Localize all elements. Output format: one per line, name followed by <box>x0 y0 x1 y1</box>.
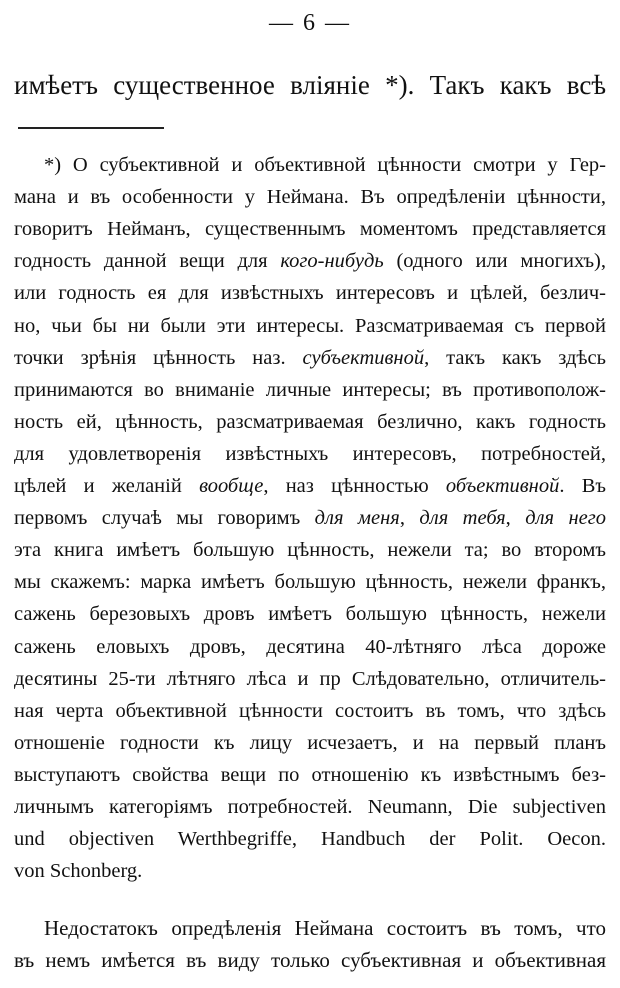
footnote-run: . Въ <box>559 475 606 497</box>
footnote-run: личнымъ категоріямъ потребностей. Neumann, Die subjectiven <box>14 796 606 818</box>
footnote-run: эта книга имѣетъ большую цѣнность, нежели та; во второмъ <box>14 539 606 561</box>
footnote-line <box>14 759 606 791</box>
footnote-run: , <box>505 507 526 529</box>
footnote-run: отношеніе годности къ лицу исчезаетъ, и на первый планъ <box>14 732 606 754</box>
footnote-line <box>14 342 606 374</box>
footnote-run: ность ей, цѣнность, разсматриваемая безлично, какъ годность <box>14 411 606 433</box>
footnote-line <box>14 277 606 309</box>
footnote-line <box>14 598 606 630</box>
footnote-run: *) О субъективной и объективной цѣнности смотри у Гер- <box>44 154 606 176</box>
footnote-line <box>14 566 606 598</box>
footnote-line <box>14 438 606 470</box>
footnote-line <box>14 534 606 566</box>
footnote-run: но, чьи бы ни были эти интересы. Разсматриваемая съ первой <box>14 315 606 337</box>
footnote-line <box>14 855 606 887</box>
footnote-run: или годность ея для извѣстныхъ интересовъ и цѣлей, безлич- <box>14 282 606 304</box>
footnote-line <box>14 406 606 438</box>
footnote-italic-run: вообще <box>199 475 264 497</box>
footnote-line <box>14 823 606 855</box>
footnote-italic-run: субъективной <box>302 347 425 369</box>
footnote-run: говоритъ Нейманъ, существеннымъ моментомъ представляется <box>14 218 606 240</box>
footnote-line <box>14 695 606 727</box>
paragraph-line: въ немъ имѣется въ виду только субъективная и объективная <box>14 948 606 972</box>
footnote-run: выступаютъ свойства вещи по отношенію къ извѣстнымъ без- <box>14 764 606 786</box>
footnote-italic-run: для тебя <box>419 507 506 529</box>
footnote-line <box>14 181 606 213</box>
footnote-run: мы скажемъ: марка имѣетъ большую цѣнность, нежели франкъ, <box>14 571 606 593</box>
footnote-line <box>14 502 606 534</box>
footnote-run: сажень березовыхъ дровъ имѣетъ большую цѣнность, нежели <box>14 603 606 625</box>
footnote-run: десятины 25-ти лѣтняго лѣса и пр Слѣдовательно, отличитель- <box>14 668 606 690</box>
footnote-italic-run: для него <box>525 507 606 529</box>
footnote-run: сажень еловыхъ дровъ, десятина 40-лѣтняго лѣса дороже <box>14 636 606 658</box>
footnote-line <box>14 727 606 759</box>
footnote-run: , <box>399 507 420 529</box>
footnote-run: годность данной вещи для <box>14 250 281 272</box>
footnote-run: (одного или многихъ), <box>383 250 606 272</box>
footnote-line <box>14 213 606 245</box>
footnote-run: точки зрѣнія цѣнность наз. <box>14 347 303 369</box>
footnote-run: von Schonberg. <box>14 860 143 882</box>
footnote-run: ная черта объективной цѣнности состоитъ въ томъ, что здѣсь <box>14 700 606 722</box>
footnote-run: цѣлей и желаній <box>14 475 200 497</box>
paragraph-line: Недостатокъ опредѣленія Неймана состоитъ въ томъ, что <box>44 916 606 940</box>
footnote-line <box>14 149 606 181</box>
footnote-run: мана и въ особенности у Неймана. Въ опредѣленіи цѣнности, <box>14 186 606 208</box>
footnote-line <box>14 663 606 695</box>
footnote-line <box>14 631 606 663</box>
footnote-line <box>14 245 606 277</box>
page-number: — 6 — <box>269 10 351 36</box>
footnote-run: для удовлетворенія извѣстныхъ интересовъ, потребностей, <box>14 443 606 465</box>
footnote-run: , наз цѣнностью <box>263 475 446 497</box>
footnote-run: первомъ случаѣ мы говоримъ <box>14 507 315 529</box>
footnote-line <box>14 791 606 823</box>
footnote-line <box>14 374 606 406</box>
footnote-line <box>14 310 606 342</box>
footnote-italic-run: объективной <box>445 475 560 497</box>
footnote-run: принимаются во вниманіе личные интересы; въ противополож- <box>14 379 606 401</box>
footnote-separator <box>18 127 164 129</box>
main-text-line: имѣетъ существенное вліяніе *). Такъ какъ всѣ <box>14 70 606 100</box>
footnote-run: , такъ какъ здѣсь <box>424 347 606 369</box>
footnote-line <box>14 470 606 502</box>
footnote-italic-run: кого-нибудь <box>280 250 384 272</box>
footnote-italic-run: для меня <box>314 507 400 529</box>
footnote-run: und objectiven Werthbegriffe, Handbuch der Polit. Oecon. <box>14 828 606 850</box>
